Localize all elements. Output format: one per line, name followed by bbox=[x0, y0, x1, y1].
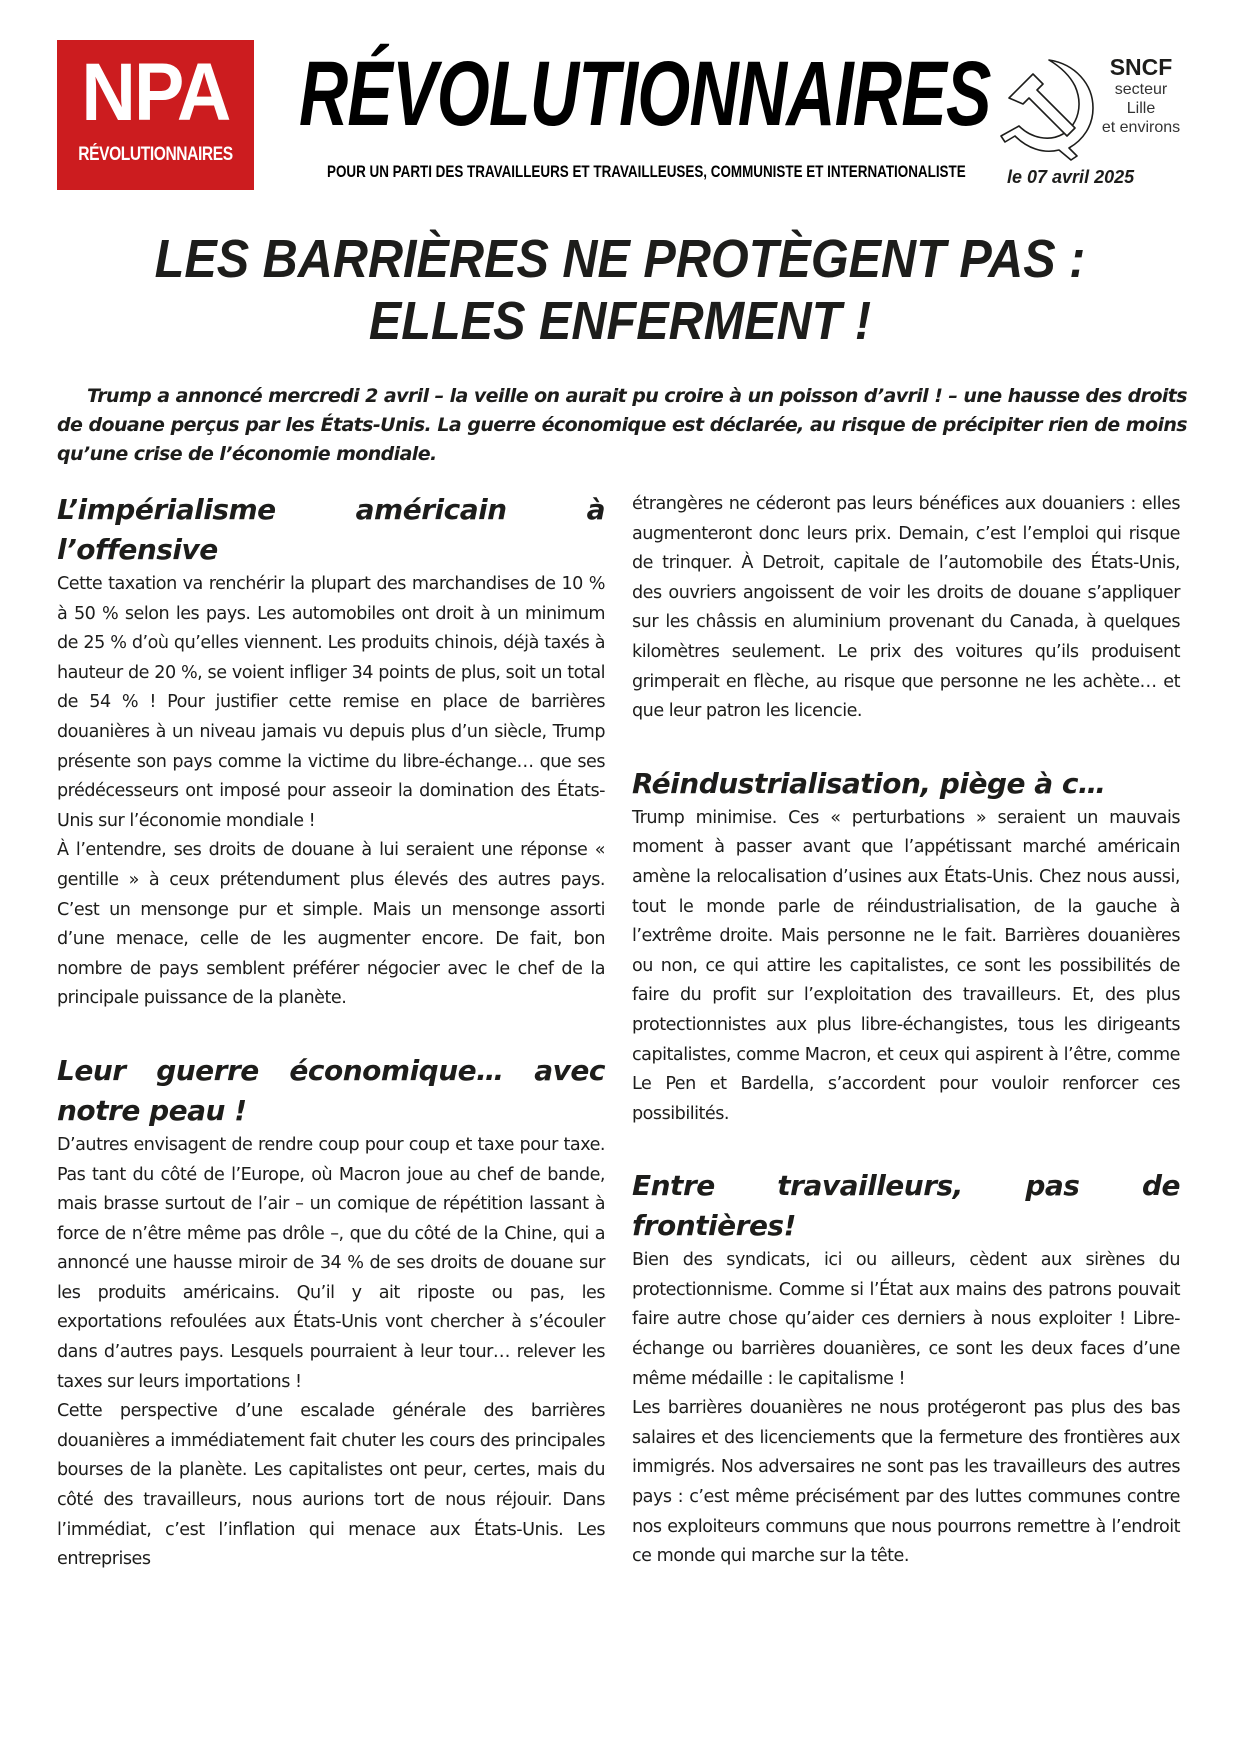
section-imperialisme bbox=[57, 490, 605, 1014]
sector-label bbox=[1095, 54, 1187, 137]
issue-date: le 07 avril 2025 bbox=[1007, 167, 1135, 187]
left-column bbox=[57, 490, 605, 1575]
section-guerre-economique bbox=[57, 1051, 605, 1575]
hammer-and-sickle-icon bbox=[997, 56, 1107, 161]
section-heading: Entre travailleurs, pas de frontières! bbox=[632, 1169, 1180, 1243]
section-paragraph: D’autres envisagent de rendre coup pour coup et taxe pour taxe. Pas tant du côté de l’Europe, où Macron joue au chef de bande, mais brasse surtout de l’air – un comique de répétition lassant à force de n’être même pas drôle –, que du côté de la Chine, qui a annoncé une hausse miroir de 34 % de ses droits de douane sur les produits américains. Qu’il y ait riposte ou pas, les exportations refoulées aux États-Unis vont chercher à s’écouler dans d’autres pays. Lesquels pourraient à leur tour… relever les taxes sur leurs importations ! bbox=[57, 1134, 605, 1392]
section-paragraph: Cette perspective d’une escalade générale des barrières douanières a immédiatement fait chuter les cours des principales bourses de la planète. Les capitalistes ont peur, certes, mais du côté des travailleurs, nous aurions tort de nous réjouir. Dans l’immédiat, c’est l’inflation qui menace aux États-Unis. Les entreprises bbox=[57, 1401, 605, 1570]
right-column bbox=[632, 490, 1180, 1572]
section-heading: Leur guerre économique… avec notre peau ! bbox=[57, 1053, 605, 1127]
section-paragraph: Bien des syndicats, ici ou ailleurs, cèdent aux sirènes du protectionnisme. Comme si l’État aux mains des patrons pouvait faire autre chose qu’aider ces derniers à nous exploiter ! Libre-échange ou barrières douanières, ce sont les deux faces d’une même médaille : le capitalisme ! bbox=[632, 1250, 1180, 1389]
publication-tagline: POUR UN PARTI DES TRAVAILLEURS ET TRAVAILLEUSES, COMMUNISTE ET INTERNATIONALISTE bbox=[327, 162, 966, 181]
sector-line-3: et environs bbox=[1101, 119, 1181, 136]
section-heading: L’impérialisme américain à l’offensive bbox=[57, 493, 605, 566]
section-heading: Réindustrialisation, piège à c… bbox=[632, 766, 1106, 800]
logo-subtitle: RÉVOLUTIONNAIRES bbox=[78, 144, 233, 165]
intro-paragraph: Trump a annoncé mercredi 2 avril – la veille on aurait pu croire à un poisson d’avril ! – une hausse des droits de douane perçus par les États-Unis. La guerre économique est déclarée, au risque de précipiter rien de moins qu’une crise de l’économie mondiale. bbox=[57, 385, 1187, 465]
section-entre-travailleurs bbox=[632, 1166, 1180, 1572]
section-paragraph: Les barrières douanières ne nous protégeront pas plus des bas salaires et des licenciements que la fermeture des frontières aux immigrés. Nos adversaires ne sont pas les travailleurs des autres pays : c’est même précisément par des luttes communes contre nos exploiteurs communs que nous pourrons remettre à l’endroit ce monde qui marche sur la tête. bbox=[632, 1398, 1180, 1567]
section-paragraph: Trump minimise. Ces « perturbations » seraient un mauvais moment à passer avant que l’appétissant marché américain amène la relocalisation d’usines aux États-Unis. Chez nous aussi, tout le monde parle de réindustrialisation, de la gauche à l’extrême droite. Mais personne ne le fait. Barrières douanières ou non, ce qui attire les capitalistes, ce sont les possibilités de faire du profit sur l’exploitation des travailleurs. Et, des plus protectionnistes aux plus libre-échangistes, tous les dirigeants capitalistes, comme Macron, et ceux qui aspirent à l’être, comme Le Pen et Bardella, s’accordent pour vouloir renforcer ces possibilités. bbox=[632, 807, 1180, 1124]
section-continuation bbox=[632, 490, 1180, 727]
sector-line-1: secteur bbox=[1114, 81, 1168, 98]
sector-line-2: Lille bbox=[1126, 100, 1156, 117]
main-headline bbox=[60, 228, 1180, 352]
headline-line-1: LES BARRIÈRES NE PROTÈGENT PAS : bbox=[154, 229, 1086, 289]
masthead bbox=[57, 40, 1187, 190]
logo-npa-text: NPA bbox=[81, 47, 230, 138]
section-paragraph: étrangères ne céderont pas leurs bénéfices aux douaniers : elles augmenteront donc leurs prix. Demain, c’est l’emploi qui risque de trinquer. À Detroit, capitale de l’automobile des États-Unis, des ouvriers angoissent de voir les droits de douane s’appliquer sur les châssis en aluminium provenant du Canada, à quelques kilomètres seulement. Le prix des voitures qu’ils produisent grimperait en flèche, au risque que personne ne les achète… et que leur patron les licencie. bbox=[632, 494, 1180, 722]
sector-org: SNCF bbox=[1109, 54, 1173, 80]
section-paragraph: Cette taxation va renchérir la plupart des marchandises de 10 % à 50 % selon les pays. Les automobiles ont droit à un minimum de 25 % d’où qu’elles viennent. Les produits chinois, déjà taxés à hauteur de 20 %, se voient infliger 34 points de plus, soit un total de 54 % ! Pour justifier cette remise en place de barrières douanières à un niveau jamais vu depuis plus d’un siècle, Trump présente son pays comme la victime du libre-échange… que ses prédécesseurs ont imposé pour asseoir la domination des États-Unis sur l’économie mondiale ! bbox=[57, 574, 605, 831]
section-reindustrialisation bbox=[632, 764, 1180, 1130]
headline-line-2: ELLES ENFERMENT ! bbox=[368, 291, 872, 351]
section-paragraph: À l’entendre, ses droits de douane à lui seraient une réponse « gentille » à ceux prétendument plus élevés des autres pays. C’est un mensonge pur et simple. Mais un mensonge assorti d’une menace, celle de les augmenter encore. De fait, bon nombre de pays semblent préférer négocier avec le chef de la principale puissance de la planète. bbox=[57, 840, 605, 1009]
publication-title: RÉVOLUTIONNAIRES bbox=[299, 43, 991, 145]
npa-logo bbox=[57, 40, 254, 190]
